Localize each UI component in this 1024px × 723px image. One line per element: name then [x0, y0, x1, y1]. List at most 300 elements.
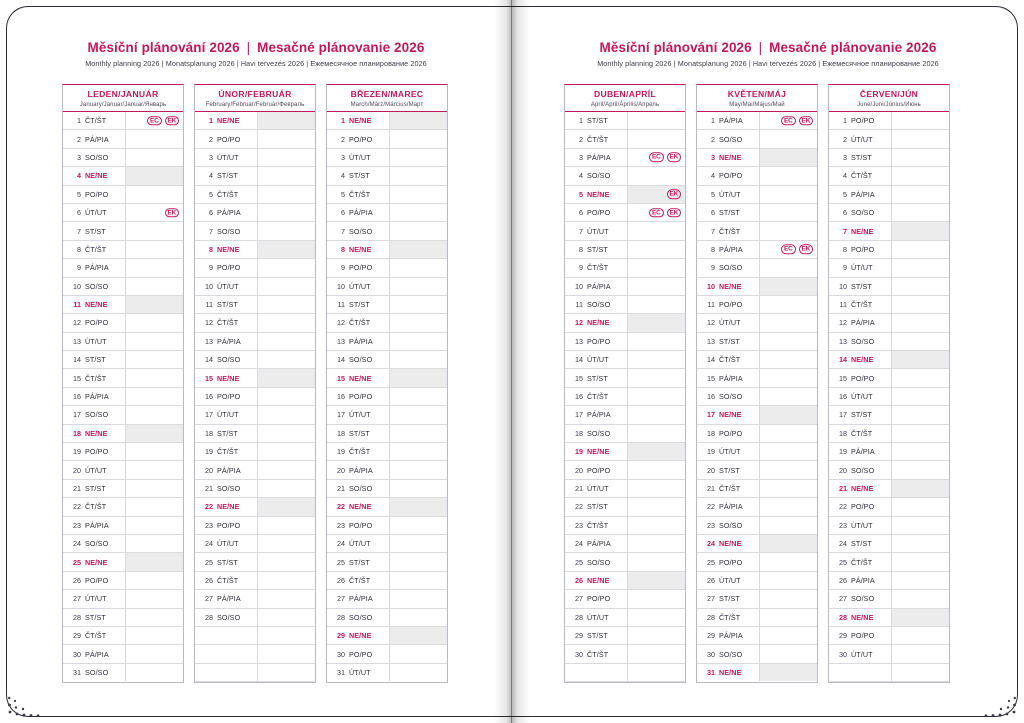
day-row: [829, 425, 949, 443]
day-note-slot[interactable]: [257, 296, 315, 313]
day-note-slot[interactable]: [891, 278, 949, 295]
day-note-slot[interactable]: [389, 333, 447, 350]
day-note-slot[interactable]: [891, 186, 949, 203]
day-note-slot[interactable]: [891, 149, 949, 166]
day-note-slot[interactable]: [759, 204, 817, 221]
day-note-slot[interactable]: [627, 112, 685, 129]
day-name: PO/PO: [587, 465, 611, 475]
day-number: 1: [711, 116, 715, 126]
day-note-slot[interactable]: [125, 406, 183, 423]
day-number: 28: [707, 612, 715, 622]
day-number: 28: [73, 612, 81, 622]
day-note-slot[interactable]: [125, 167, 183, 184]
day-note-slot[interactable]: [627, 167, 685, 184]
day-note-slot[interactable]: [759, 443, 817, 460]
day-note-slot[interactable]: [257, 167, 315, 184]
day-note-slot[interactable]: [759, 590, 817, 607]
day-note-slot[interactable]: [389, 296, 447, 313]
day-note-slot[interactable]: [759, 553, 817, 570]
day-row: [63, 664, 183, 681]
holiday-sk-icon: EK: [165, 208, 179, 217]
day-note-slot[interactable]: [759, 627, 817, 644]
day-note-slot[interactable]: [257, 241, 315, 258]
month-header: [63, 85, 183, 112]
day-note-slot[interactable]: [891, 664, 949, 681]
day-note-slot[interactable]: [759, 186, 817, 203]
day-row: [829, 369, 949, 387]
day-note-slot[interactable]: [125, 443, 183, 460]
day-note-slot[interactable]: [759, 333, 817, 350]
day-note-slot[interactable]: [257, 645, 315, 662]
day-note-slot[interactable]: [257, 388, 315, 405]
day-note-slot[interactable]: [257, 259, 315, 276]
day-note-slot[interactable]: [627, 627, 685, 644]
day-name: PO/PO: [851, 373, 875, 383]
day-note-slot[interactable]: [257, 590, 315, 607]
day-note-slot[interactable]: [627, 590, 685, 607]
day-note-slot[interactable]: [257, 553, 315, 570]
day-row: [195, 480, 315, 498]
day-row: [327, 186, 447, 204]
day-note-slot[interactable]: [759, 645, 817, 662]
day-note-slot[interactable]: [759, 259, 817, 276]
day-row: [829, 186, 949, 204]
day-name: ÚT/UT: [85, 336, 107, 346]
day-note-slot[interactable]: [389, 590, 447, 607]
day-note-slot[interactable]: [257, 314, 315, 331]
day-note-slot[interactable]: [257, 406, 315, 423]
day-note-slot[interactable]: [389, 553, 447, 570]
day-note-slot[interactable]: [891, 572, 949, 589]
day-note-slot[interactable]: [257, 351, 315, 368]
day-note-slot[interactable]: [627, 149, 685, 166]
day-name: PÁ/PIA: [217, 336, 241, 346]
day-name: SO/SO: [217, 226, 241, 236]
day-name: NE/NE: [217, 244, 240, 254]
day-note-slot[interactable]: [891, 241, 949, 258]
day-note-slot[interactable]: [759, 351, 817, 368]
day-note-slot[interactable]: [627, 204, 685, 221]
day-note-slot[interactable]: [257, 112, 315, 129]
day-name: ČT/ŠT: [349, 318, 371, 328]
day-note-slot[interactable]: [891, 167, 949, 184]
day-name: SO/SO: [349, 355, 373, 365]
day-note-slot[interactable]: [389, 259, 447, 276]
day-note-slot[interactable]: [759, 498, 817, 515]
day-note-slot[interactable]: [627, 645, 685, 662]
day-note-slot[interactable]: [759, 314, 817, 331]
day-note-slot[interactable]: [627, 351, 685, 368]
day-number: 23: [839, 520, 847, 530]
day-note-slot[interactable]: [125, 609, 183, 626]
day-note-slot[interactable]: [125, 627, 183, 644]
day-number: 5: [341, 189, 345, 199]
day-note-slot[interactable]: [125, 369, 183, 386]
day-note-slot[interactable]: [257, 535, 315, 552]
day-note-slot[interactable]: [891, 259, 949, 276]
day-note-slot[interactable]: [759, 664, 817, 681]
day-number: 22: [337, 502, 345, 512]
day-note-slot[interactable]: [627, 609, 685, 626]
day-note-slot[interactable]: [759, 461, 817, 478]
day-note-slot[interactable]: [627, 259, 685, 276]
day-row: [195, 517, 315, 535]
day-note-slot[interactable]: [627, 572, 685, 589]
day-row: [697, 406, 817, 424]
day-name: ST/ST: [349, 171, 370, 181]
day-note-slot[interactable]: [125, 351, 183, 368]
day-note-slot[interactable]: [891, 222, 949, 239]
page-title-right-cs: Měsíční plánování 2026: [599, 40, 752, 55]
day-note-slot[interactable]: [389, 314, 447, 331]
day-note-slot[interactable]: [627, 186, 685, 203]
day-note-slot[interactable]: [891, 590, 949, 607]
day-number: 7: [77, 226, 81, 236]
day-row: [63, 461, 183, 479]
day-note-slot[interactable]: [627, 664, 685, 681]
day-note-slot[interactable]: [125, 278, 183, 295]
day-note-slot[interactable]: [627, 461, 685, 478]
day-note-slot[interactable]: [257, 278, 315, 295]
day-note-slot[interactable]: [389, 480, 447, 497]
day-row: [63, 333, 183, 351]
day-number: 12: [205, 318, 213, 328]
day-note-slot[interactable]: [891, 553, 949, 570]
day-name: PÁ/PIA: [719, 244, 743, 254]
day-note-slot[interactable]: [389, 204, 447, 221]
day-number: 27: [73, 594, 81, 604]
day-number: 20: [707, 465, 715, 475]
day-number: 15: [707, 373, 715, 383]
day-number: 25: [839, 557, 847, 567]
day-row: [565, 369, 685, 387]
day-row: [565, 222, 685, 240]
day-note-slot[interactable]: [759, 241, 817, 258]
day-note-slot[interactable]: [759, 112, 817, 129]
day-note-slot[interactable]: [125, 388, 183, 405]
day-number: 13: [575, 336, 583, 346]
day-note-slot[interactable]: [389, 498, 447, 515]
day-number: 18: [205, 428, 213, 438]
day-number: 12: [839, 318, 847, 328]
day-note-slot[interactable]: [627, 480, 685, 497]
day-note-slot[interactable]: [891, 609, 949, 626]
day-note-slot[interactable]: [125, 112, 183, 129]
day-note-slot[interactable]: [627, 130, 685, 147]
day-number: 22: [839, 502, 847, 512]
day-note-slot[interactable]: [257, 149, 315, 166]
day-number: 12: [575, 318, 583, 328]
day-note-slot[interactable]: [257, 443, 315, 460]
day-note-slot[interactable]: [125, 333, 183, 350]
day-name: ST/ST: [217, 300, 238, 310]
day-name: PÁ/PIA: [851, 189, 875, 199]
day-note-slot[interactable]: [891, 314, 949, 331]
day-note-slot[interactable]: [389, 388, 447, 405]
month-day-rows: [327, 112, 447, 681]
day-note-slot[interactable]: [759, 535, 817, 552]
day-row: [327, 241, 447, 259]
day-note-slot[interactable]: [759, 278, 817, 295]
day-note-slot[interactable]: [759, 369, 817, 386]
day-number: 14: [337, 355, 345, 365]
day-note-slot[interactable]: [125, 186, 183, 203]
day-name: ÚT/UT: [851, 520, 873, 530]
day-note-slot[interactable]: [389, 517, 447, 534]
day-note-slot[interactable]: [125, 553, 183, 570]
day-note-slot[interactable]: [125, 222, 183, 239]
day-note-slot[interactable]: [257, 627, 315, 644]
day-note-slot[interactable]: [125, 296, 183, 313]
day-note-slot[interactable]: [627, 296, 685, 313]
day-note-slot[interactable]: [759, 517, 817, 534]
day-name: PO/PO: [349, 520, 373, 530]
day-note-slot[interactable]: [257, 480, 315, 497]
day-note-slot[interactable]: [891, 627, 949, 644]
month-header: [195, 85, 315, 112]
day-row: [697, 186, 817, 204]
day-note-slot[interactable]: [891, 498, 949, 515]
day-note-slot[interactable]: [389, 222, 447, 239]
day-name: PÁ/PIA: [349, 594, 373, 604]
day-row: [697, 130, 817, 148]
day-note-slot[interactable]: [125, 590, 183, 607]
day-number: 6: [341, 208, 345, 218]
day-note-slot[interactable]: [891, 480, 949, 497]
day-row: [697, 351, 817, 369]
day-row: [195, 498, 315, 516]
day-note-slot[interactable]: [627, 222, 685, 239]
day-row: [195, 333, 315, 351]
day-note-slot[interactable]: [257, 333, 315, 350]
day-note-slot[interactable]: [257, 222, 315, 239]
day-row: [63, 498, 183, 516]
day-note-slot[interactable]: [257, 572, 315, 589]
day-note-slot[interactable]: [891, 112, 949, 129]
day-note-slot[interactable]: [389, 609, 447, 626]
month-columns-right: [564, 84, 950, 683]
day-note-slot[interactable]: [389, 645, 447, 662]
day-note-slot[interactable]: [627, 278, 685, 295]
day-row: [565, 517, 685, 535]
day-note-slot[interactable]: [125, 314, 183, 331]
day-number: 14: [575, 355, 583, 365]
day-name: ÚT/UT: [719, 447, 741, 457]
day-note-slot[interactable]: [389, 112, 447, 129]
day-name: PO/PO: [587, 336, 611, 346]
day-note-slot[interactable]: [257, 369, 315, 386]
day-row: [327, 461, 447, 479]
day-note-slot[interactable]: [125, 259, 183, 276]
holiday-sk-icon: EK: [799, 245, 813, 254]
day-note-slot[interactable]: [759, 222, 817, 239]
day-note-slot[interactable]: [891, 333, 949, 350]
day-note-slot[interactable]: [125, 241, 183, 258]
day-row: [195, 241, 315, 259]
day-number: 2: [579, 134, 583, 144]
day-name: NE/NE: [349, 373, 372, 383]
day-note-slot[interactable]: [891, 130, 949, 147]
day-name: SO/SO: [719, 520, 743, 530]
day-note-slot[interactable]: [125, 425, 183, 442]
day-row: [697, 572, 817, 590]
day-number: 31: [337, 667, 345, 677]
month-name: DUBEN/APRÍL: [593, 89, 657, 99]
day-note-slot[interactable]: [627, 553, 685, 570]
holiday-sk-icon: EK: [667, 208, 681, 217]
day-number: 12: [73, 318, 81, 328]
day-number: 12: [337, 318, 345, 328]
day-number: 20: [337, 465, 345, 475]
day-note-slot[interactable]: [759, 406, 817, 423]
day-note-slot[interactable]: [627, 517, 685, 534]
day-note-slot[interactable]: [389, 443, 447, 460]
day-note-slot[interactable]: [389, 461, 447, 478]
day-name: SO/SO: [719, 134, 743, 144]
day-note-slot[interactable]: [759, 149, 817, 166]
day-note-slot[interactable]: [389, 130, 447, 147]
day-note-slot[interactable]: [389, 572, 447, 589]
day-note-slot[interactable]: [125, 130, 183, 147]
month-day-rows: [63, 112, 183, 681]
day-note-slot[interactable]: [125, 517, 183, 534]
day-row: [697, 314, 817, 332]
day-note-slot[interactable]: [125, 480, 183, 497]
day-note-slot[interactable]: [389, 664, 447, 681]
day-number: 28: [575, 612, 583, 622]
day-note-slot[interactable]: [389, 627, 447, 644]
month-name-translations: January/Januar/Januar/Январь: [79, 102, 167, 108]
day-row: [829, 204, 949, 222]
day-number: 8: [711, 244, 715, 254]
day-note-slot[interactable]: [125, 664, 183, 681]
day-note-slot[interactable]: [627, 388, 685, 405]
day-note-slot[interactable]: [389, 351, 447, 368]
day-name: ST/ST: [719, 465, 740, 475]
day-note-slot[interactable]: [389, 241, 447, 258]
day-name: SO/SO: [719, 649, 743, 659]
day-name: ÚT/UT: [349, 539, 371, 549]
day-number: 29: [73, 631, 81, 641]
day-number: 26: [205, 575, 213, 585]
day-note-slot[interactable]: [627, 314, 685, 331]
day-row: [63, 351, 183, 369]
day-name: NE/NE: [719, 667, 742, 677]
day-number: 15: [839, 373, 847, 383]
day-name: ČT/ŠT: [85, 116, 107, 126]
day-note-slot[interactable]: [759, 480, 817, 497]
day-note-slot[interactable]: [891, 645, 949, 662]
day-note-slot[interactable]: [759, 296, 817, 313]
day-row: [327, 480, 447, 498]
holiday-cz-icon: EC: [649, 208, 663, 217]
day-number: 6: [77, 208, 81, 218]
day-note-slot[interactable]: [627, 535, 685, 552]
day-note-slot[interactable]: [627, 443, 685, 460]
day-note-slot[interactable]: [125, 461, 183, 478]
day-note-slot[interactable]: [759, 425, 817, 442]
day-note-slot[interactable]: [759, 572, 817, 589]
day-note-slot[interactable]: [125, 572, 183, 589]
month-day-rows: [829, 112, 949, 682]
day-note-slot[interactable]: [891, 388, 949, 405]
day-row: [697, 425, 817, 443]
day-note-slot[interactable]: [759, 388, 817, 405]
day-note-slot[interactable]: [389, 535, 447, 552]
day-name: SO/SO: [587, 428, 611, 438]
day-row-empty: [195, 664, 315, 682]
day-note-slot[interactable]: [891, 535, 949, 552]
day-note-slot[interactable]: [257, 204, 315, 221]
day-note-slot[interactable]: [627, 241, 685, 258]
day-note-slot[interactable]: [257, 609, 315, 626]
day-note-slot[interactable]: [125, 535, 183, 552]
day-note-slot[interactable]: [627, 369, 685, 386]
day-note-slot[interactable]: [891, 461, 949, 478]
day-number: 17: [337, 410, 345, 420]
day-note-slot[interactable]: [125, 204, 183, 221]
day-note-slot[interactable]: [389, 149, 447, 166]
day-note-slot[interactable]: [891, 517, 949, 534]
day-note-slot[interactable]: [257, 186, 315, 203]
day-note-slot[interactable]: [389, 406, 447, 423]
day-number: 17: [839, 410, 847, 420]
day-name: NE/NE: [851, 484, 874, 493]
day-number: 24: [73, 539, 81, 549]
day-row: [195, 351, 315, 369]
day-number: 15: [205, 373, 213, 383]
day-row: [697, 443, 817, 461]
day-number: 7: [579, 226, 583, 236]
day-note-slot[interactable]: [125, 645, 183, 662]
day-note-slot[interactable]: [759, 130, 817, 147]
day-note-slot[interactable]: [891, 296, 949, 313]
day-note-slot[interactable]: [257, 425, 315, 442]
day-note-slot[interactable]: [627, 333, 685, 350]
day-note-slot[interactable]: [257, 130, 315, 147]
day-note-slot[interactable]: [759, 167, 817, 184]
day-note-slot[interactable]: [891, 406, 949, 423]
day-note-slot[interactable]: [891, 351, 949, 368]
day-row: [829, 388, 949, 406]
day-note-slot[interactable]: [257, 517, 315, 534]
day-name: PÁ/PIA: [349, 465, 373, 475]
day-note-slot[interactable]: [891, 204, 949, 221]
day-note-slot[interactable]: [257, 461, 315, 478]
day-number: 24: [707, 539, 715, 549]
day-note-slot[interactable]: [627, 425, 685, 442]
day-row: [697, 517, 817, 535]
day-row: [63, 609, 183, 627]
day-note-slot[interactable]: [125, 498, 183, 515]
day-note-slot[interactable]: [891, 425, 949, 442]
day-note-slot[interactable]: [125, 149, 183, 166]
day-note-slot[interactable]: [627, 498, 685, 515]
day-note-slot[interactable]: [257, 664, 315, 681]
day-note-slot[interactable]: [389, 186, 447, 203]
day-note-slot[interactable]: [389, 425, 447, 442]
day-note-slot[interactable]: [389, 369, 447, 386]
day-note-slot[interactable]: [759, 609, 817, 626]
day-note-slot[interactable]: [627, 406, 685, 423]
day-note-slot[interactable]: [257, 498, 315, 515]
day-number: 3: [711, 152, 715, 162]
day-note-slot[interactable]: [389, 167, 447, 184]
day-note-slot[interactable]: [891, 443, 949, 460]
day-note-slot[interactable]: [389, 278, 447, 295]
day-number: 29: [839, 631, 847, 641]
day-note-slot[interactable]: [891, 369, 949, 386]
